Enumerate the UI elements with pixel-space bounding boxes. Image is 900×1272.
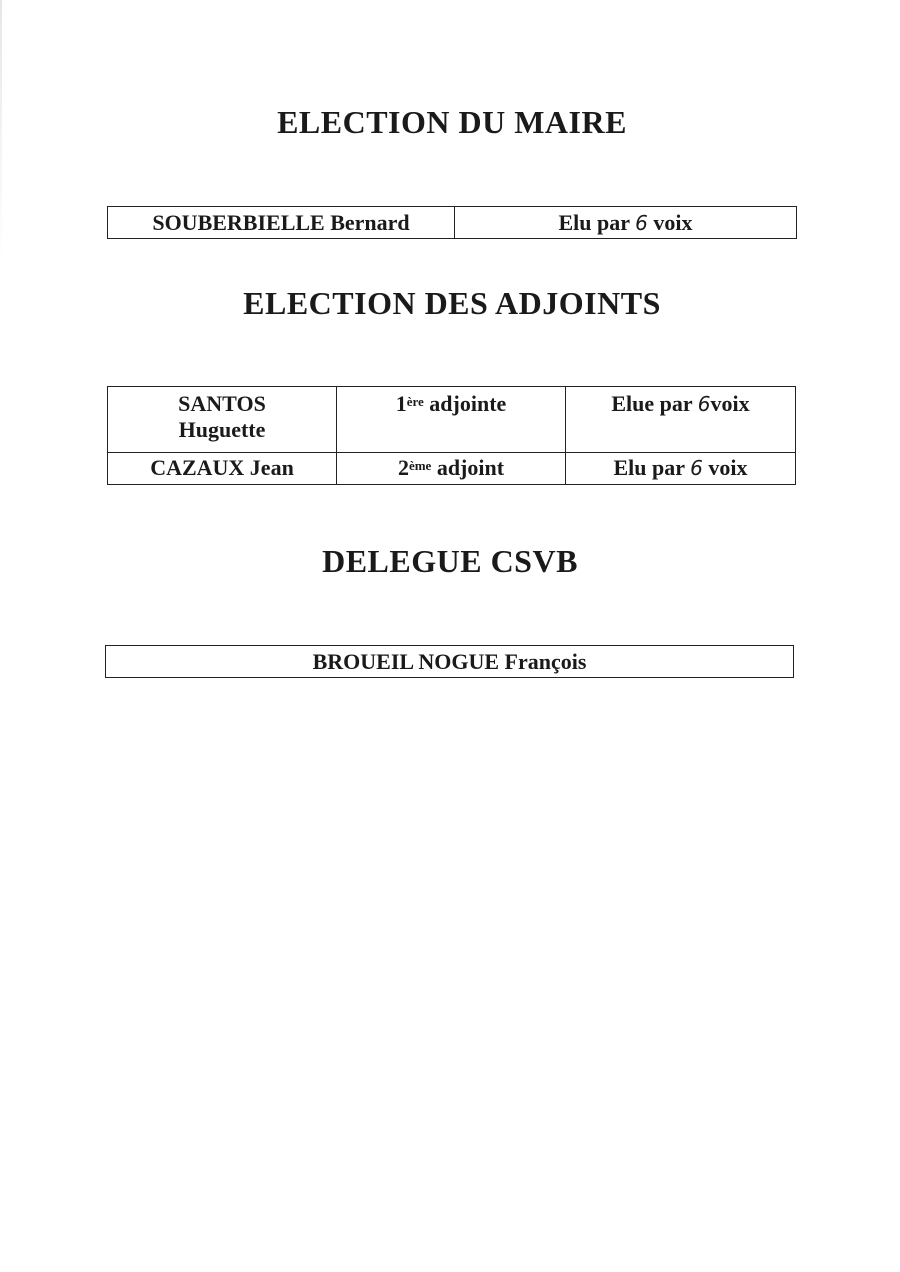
rank-suffix: ème bbox=[408, 458, 432, 473]
adjoint-role-cell bbox=[337, 387, 566, 452]
rank-number: 1 bbox=[395, 391, 407, 416]
handwritten-votes: 6 bbox=[697, 392, 711, 416]
maire-table bbox=[107, 206, 797, 239]
delegue-row bbox=[106, 646, 793, 677]
adjoint-role-cell bbox=[337, 453, 566, 484]
maire-row bbox=[108, 207, 796, 238]
result-suffix: voix bbox=[708, 455, 748, 480]
delegue-name-cell: BROUEIL NOGUE François bbox=[312, 649, 587, 674]
adjoints-table bbox=[107, 386, 796, 485]
role-label: adjointe bbox=[429, 391, 507, 416]
rank-suffix: ère bbox=[406, 394, 424, 409]
handwritten-votes: 6 bbox=[635, 211, 648, 235]
heading-election-maire: ELECTION DU MAIRE bbox=[277, 104, 627, 140]
delegue-table bbox=[105, 645, 794, 678]
role-label: adjoint bbox=[436, 455, 505, 480]
result-prefix: Elu par bbox=[613, 455, 685, 480]
result-prefix: Elue par bbox=[611, 391, 693, 416]
heading-delegue-csvb: DELEGUE CSVB bbox=[322, 543, 578, 579]
adjoint-name-cell bbox=[108, 453, 337, 484]
rank-number: 2 bbox=[397, 455, 409, 480]
adjoint-name-line1: SANTOS bbox=[178, 391, 266, 416]
adjoint-name-cell bbox=[108, 387, 337, 452]
adjoint-name-line2: Huguette bbox=[178, 417, 266, 442]
table-row bbox=[108, 453, 795, 484]
maire-result-cell bbox=[455, 207, 796, 238]
result-prefix: Elu par bbox=[558, 210, 630, 235]
adjoint-result-cell bbox=[566, 387, 795, 452]
result-suffix: voix bbox=[653, 210, 693, 235]
table-row bbox=[108, 387, 795, 453]
maire-name-cell: SOUBERBIELLE Bernard bbox=[108, 207, 455, 238]
heading-election-adjoints: ELECTION DES ADJOINTS bbox=[243, 285, 661, 321]
adjoint-result-cell bbox=[566, 453, 795, 484]
result-suffix: voix bbox=[710, 391, 750, 416]
handwritten-votes: 6 bbox=[690, 456, 703, 480]
adjoint-name-line1: CAZAUX Jean bbox=[150, 455, 294, 480]
